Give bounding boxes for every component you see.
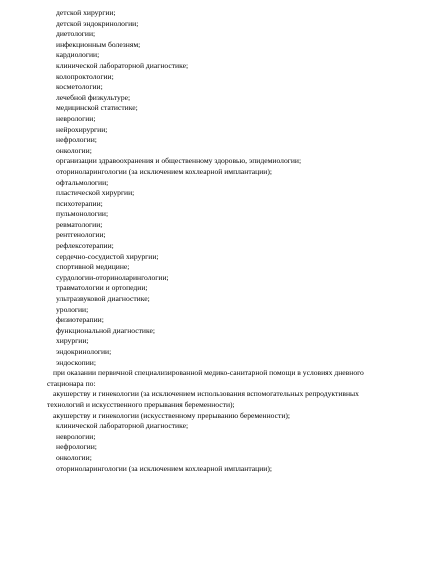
list-item: оториноларингологии (за исключением кохлеарной имплантации); — [56, 463, 272, 473]
list-item: эндоскопии; — [56, 357, 96, 367]
list-item: клинической лабораторной диагностике; — [56, 60, 189, 70]
list-item: спортивной медицине; — [56, 262, 130, 272]
list-item: пластической хирургии; — [56, 188, 135, 198]
list-item: психотерапии; — [56, 198, 103, 208]
list-item: неврологии; — [56, 113, 96, 123]
list-item: акушерству и гинекологии (за исключением использования вспомогательных репродуктивных — [53, 389, 359, 399]
list-item-continuation: технологий и искусственного прерывания беременности); — [47, 399, 235, 409]
list-item: онкологии; — [56, 452, 92, 462]
list-item: урологии; — [56, 304, 89, 314]
list-item: клинической лабораторной диагностике; — [56, 421, 189, 431]
list-item: организации здравоохранения и общественному здоровью, эпидемиологии; — [56, 156, 302, 166]
list-item: колопроктологии; — [56, 71, 114, 81]
list-item: нефрологии; — [56, 135, 97, 145]
list-item: рефлексотерапии; — [56, 241, 114, 251]
list-item: косметологии; — [56, 82, 103, 92]
list-item: кардиологии; — [56, 50, 100, 60]
list-item: эндокринологии; — [56, 347, 112, 356]
list-item: ревматологии; — [56, 219, 103, 229]
list-item: пульмонологии; — [56, 209, 109, 219]
list-item: диетологии; — [56, 29, 96, 39]
list-item: нейрохирургии; — [56, 124, 108, 134]
paragraph-line: при оказании первичной специализированной медико-санитарной помощи в условиях дневного — [53, 368, 364, 378]
list-item: медицинской статистике; — [56, 103, 138, 113]
list-item: ультразвуковой диагностике; — [56, 294, 150, 304]
list-item: сурдологии-оториноларингологии; — [56, 272, 169, 282]
list-item: онкологии; — [56, 145, 92, 155]
list-item: нефрологии; — [56, 442, 97, 452]
list-item: детской эндокринологии; — [56, 18, 139, 28]
list-item: детской хирургии; — [56, 8, 116, 17]
list-item: функциональной диагностике; — [56, 325, 155, 335]
list-item: физиотерапии; — [56, 315, 104, 325]
list-item: неврологии; — [56, 431, 96, 441]
list-item: рентгенологии; — [56, 230, 106, 240]
list-item: сердечно-сосудистой хирургии; — [56, 251, 159, 261]
list-item: акушерству и гинекологии (искусственному прерыванию беременности); — [53, 410, 291, 420]
list-item: травматологии и ортопедии; — [56, 283, 148, 293]
paragraph-line: стационара по: — [47, 378, 96, 388]
list-item: офтальмологии; — [56, 177, 109, 187]
document-page — [0, 8, 430, 474]
list-item: инфекционным болезням; — [56, 39, 141, 49]
list-item: хирургии; — [56, 336, 89, 346]
list-item: оториноларингологии (за исключением кохлеарной имплантации); — [56, 166, 272, 176]
list-item: лечебной физкультуре; — [56, 92, 131, 102]
